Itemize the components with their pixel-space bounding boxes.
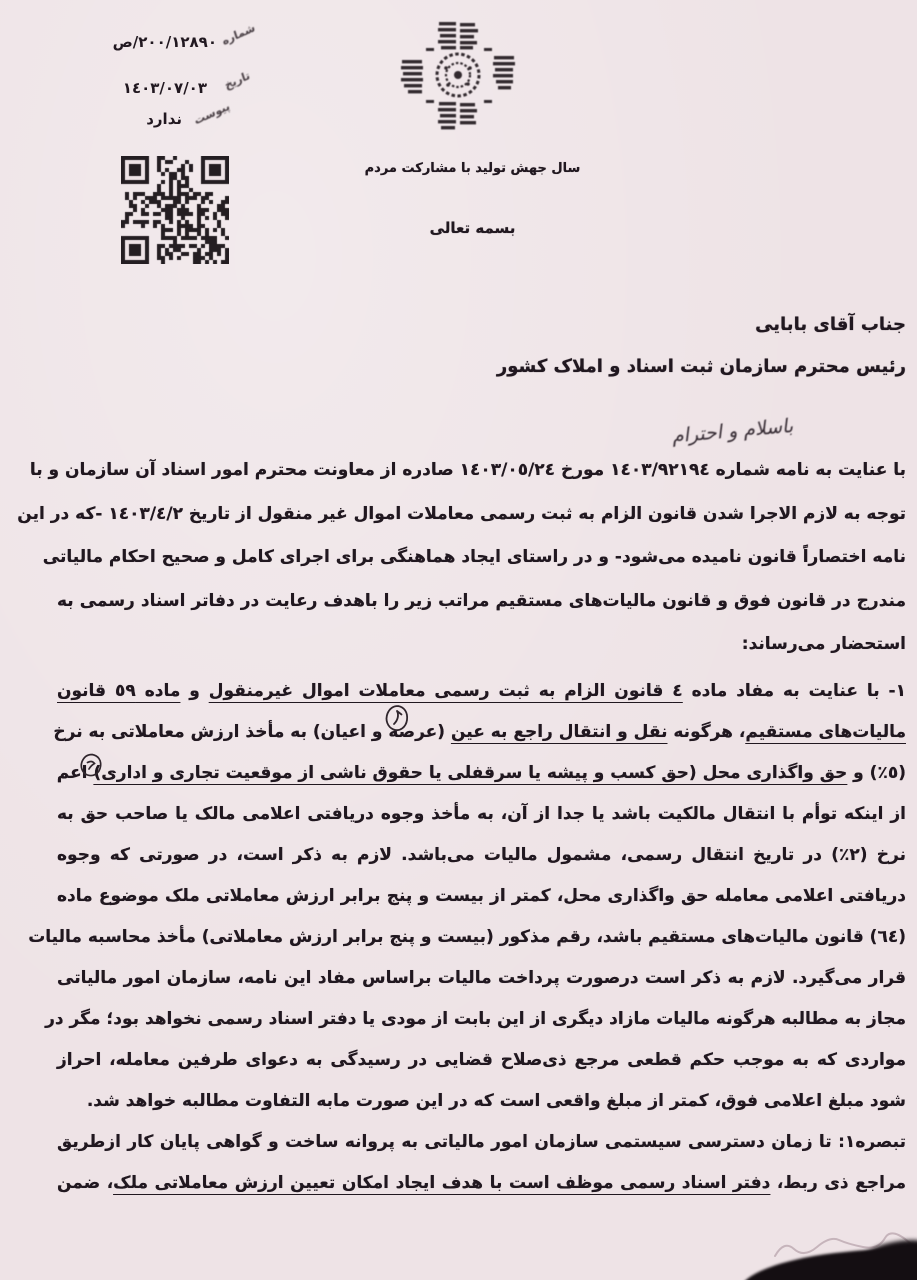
body-line: از اینکه توأم با انتقال مالکیت باشد یا جدا از آن، به مأخذ وجوه دریافتی اعلامی مالک یا صاحب حق به: [57, 803, 906, 824]
attachment-value: ندارد: [146, 110, 182, 128]
body-line: (٦٤) قانون مالیات‌های مستقیم باشد، رقم مذکور (بیست و پنج برابر ارزش معاملاتی) مأخذ محاسبه مالیات: [28, 926, 906, 947]
body-line: قرار می‌گیرد. لازم به ذکر است درصورت پرداخت مالیات براساس مفاد این نامه، سازمان امور مالیاتی: [57, 967, 906, 988]
body-line: نامه اختصاراً قانون نامیده می‌شود- و در راستای ایجاد هماهنگی برای اجرای کامل و صحیح احکام مالیاتی: [42, 547, 906, 567]
attachment-label: پیوست: [192, 99, 232, 128]
paragraph-note-1: [57, 1130, 906, 1212]
body-line: شود مبلغ اعلامی فوق، کمتر از مبلغ واقعی است که در این صورت مابه التفاوت مطالبه خواهد شد.: [86, 1090, 906, 1111]
qr-code: [121, 156, 229, 264]
ref-number-value: ٢٠٠/١٢٨٩٠/ص: [112, 33, 217, 51]
date-value: ١٤٠٣/٠٧/٠٣: [122, 79, 207, 97]
body-line: (٥٪) و حق واگذاری محل (حق کسب و پیشه یا سرقفلی یا حقوق ناشی از موقعیت تجاری و اداری) اعم: [56, 762, 906, 783]
body-line: نرخ (٢٪) در تاریخ انتقال رسمی، مشمول مالیات می‌باشد. لازم به ذکر است، در صورتی که وجوه: [57, 844, 906, 865]
body-line: مجاز به مطالبه هرگونه مالیات مازاد دیگری از این بابت از مودی یا دفتر اسناد رسمی نخواهد بود؛ مگر در: [45, 1008, 906, 1029]
body-line: با عنایت به نامه شماره ١٤٠٣/٩٢١٩٤ مورخ ١٤٠٣/٠٥/٢٤ صادره از معاونت محترم امور اسناد آن سازمان و با: [29, 460, 906, 480]
body-line: مندرج در قانون فوق و قانون مالیات‌های مستقیم مراتب زیر را باهدف رعایت در دفاتر اسناد رسمی به: [57, 590, 906, 611]
organization-emblem-icon: [398, 18, 520, 136]
body-line: مالیات‌های مستقیم، هرگونه نقل و انتقال راجع به عین (عرصه و اعیان) به مأخذ ارزش معاملاتی به نرخ: [53, 721, 906, 742]
recipient-title: رئیس محترم سازمان ثبت اسناد و املاک کشور: [496, 356, 906, 377]
body-line: دریافتی اعلامی معامله حق واگذاری محل، کمتر از بیست و پنج برابر ارزش معاملاتی ملک موضوع ماده: [57, 885, 906, 906]
body-line: استحضار می‌رساند:: [741, 634, 906, 654]
body-line: مواردی که به موجب حکم قطعی مرجع ذی‌صلاح قضایی در رسیدگی به دعوای طرفین معامله، احراز: [57, 1049, 906, 1070]
body-line: توجه به لازم الاجرا شدن قانون الزام به ثبت رسمی معاملات اموال غیر منقول از تاریخ ١٤٠٣/٤/٢ -که در این: [17, 503, 906, 524]
body-line: مراجع ذی ربط، دفتر اسناد رسمی موظف است با هدف ایجاد امکان تعیین ارزش معاملاتی ملک، ضمن: [57, 1172, 906, 1193]
paragraph-intro: [17, 458, 906, 676]
handwritten-circle-annotation-icon: [383, 703, 413, 735]
handwritten-greeting: باسلام و احترام: [672, 414, 797, 448]
paragraph-item-1: [28, 679, 906, 1130]
date-label: تاریخ: [223, 68, 252, 93]
ref-number-label: شماره: [220, 21, 257, 48]
body-text: [17, 458, 906, 1212]
handwritten-circle-annotation-icon: [79, 752, 105, 780]
year-slogan: سال جهش تولید با مشارکت مردم: [364, 161, 581, 176]
recipient-name: جناب آقای بابایی: [755, 314, 906, 335]
bismillah-text: بسمه تعالی: [429, 219, 516, 237]
body-line: تبصره١: تا زمان دسترسی سیستمی سازمان امور مالیاتی به پروانه ساخت و گواهی پایان کار ازطریق: [57, 1131, 906, 1152]
body-line: ١- با عنایت به مفاد ماده ٤ قانون الزام به ثبت رسمی معاملات اموال غیرمنقول و ماده ٥٩ قانون: [57, 680, 906, 701]
